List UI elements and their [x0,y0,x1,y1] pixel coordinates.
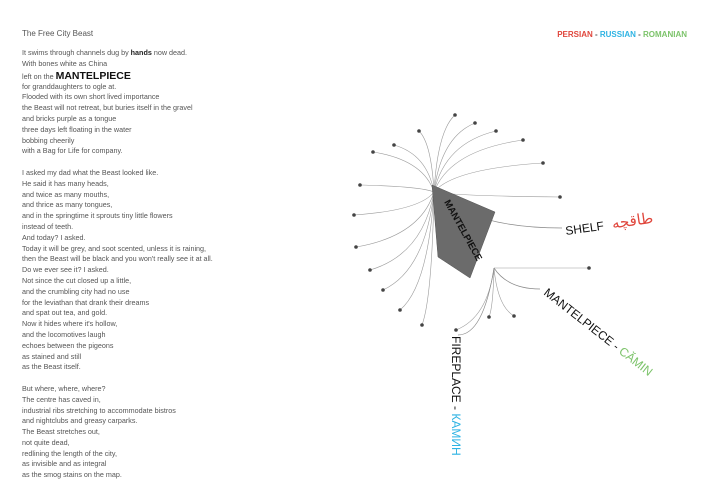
central-label: MANTELPIECE [441,198,485,264]
line-text: as invisible and as integral [22,459,107,469]
spoke-endpoint [541,161,545,165]
spoke-endpoint [371,150,375,154]
line-text: the Beast will not retreat, but buries itself in the gravel [22,103,193,113]
line-text: The Beast stretches out, [22,427,100,437]
diagram-spoke [434,131,496,192]
spoke-endpoint [494,129,498,133]
diagram-spoke [494,268,514,316]
legend-separator: - [635,30,643,39]
diagram-spoke [434,163,543,192]
spoke-endpoint [454,328,458,332]
spoke-endpoint [417,129,421,133]
line-text: The centre has caved in, [22,394,101,404]
line-text: Not since the cut closed up a little, [22,275,132,285]
line-text: and thrice as many tongues, [22,200,113,210]
line-text: With bones white as China [22,58,108,68]
line-text: as stained and still [22,351,82,361]
legend-romanian: ROMANIAN [643,30,687,39]
fireplace-en: FIREPLACE - [449,336,463,414]
diagram-main-spoke [458,268,494,335]
diagram-main-spoke [494,268,540,289]
mantelpiece-romanian-label [541,285,656,379]
spoke-endpoint [521,138,525,142]
shelf-fa: طاقچه [610,209,655,233]
line-text: and bricks purple as a tongue [22,113,117,123]
emphasized-word: MANTELPIECE [55,69,131,82]
spoke-endpoint [354,245,358,249]
spoke-endpoint [512,314,516,318]
legend-persian: PERSIAN [557,30,593,39]
line-text: echoes between the pigeons [22,340,114,350]
spoke-endpoint [487,315,491,319]
line-text: And today? I asked. [22,232,86,242]
poem-title: The Free City Beast [22,29,94,38]
spoke-endpoint [453,113,457,117]
line-text: and spat out tea, and gold. [22,308,108,318]
line-text: as the smog stains on the map. [22,470,122,480]
line-text: and in the springtime it sprouts tiny little flowers [22,211,173,221]
line-text: redlining the length of the city, [22,448,117,458]
line-text: and the locomotives laugh [22,329,106,339]
line-text: then the Beast will be black and you won't really see it at all. [22,254,213,264]
line-text: Do we ever see it? I asked. [22,265,109,275]
emphasized-word: hands [130,48,152,57]
line-text: Today it will be grey, and soot scented, unless it is raining, [22,243,207,253]
spoke-endpoint [368,268,372,272]
line-text: now dead. [151,48,188,57]
line-text: and twice as many mouths, [22,189,110,199]
diagram-spoke [394,145,434,192]
line-text: I asked my dad what the Beast looked like. [22,167,159,177]
spoke-endpoint [587,266,591,270]
diagram-spoke [400,192,434,310]
line-text: But where, where, where? [22,383,106,393]
spoke-endpoint [473,121,477,125]
mantelpiece-en: MANTELPIECE - [541,285,625,356]
spoke-endpoint [392,143,396,147]
legend-russian: RUSSIAN [599,30,636,39]
line-text: for the leviathan that drank their dreams [22,297,150,307]
line-text: It swims through channels dug by [22,48,131,57]
line-text: three days left floating in the water [22,124,132,134]
spoke-endpoint [352,213,356,217]
diagram-spoke [354,192,434,215]
mantelpiece-ro: CĂMIN [616,344,656,379]
fireplace-russian-label [449,336,463,456]
diagram-spoke [489,268,494,317]
line-text: and the crumbling city had no use [22,286,130,296]
shelf-en: SHELF [564,218,605,238]
line-text: as the Beast itself. [22,362,81,372]
diagram-spoke [456,268,494,330]
line-text: bobbing cheerily [22,135,75,145]
fireplace-ru: КАМИН [449,413,463,456]
diagram-spoke [370,192,434,270]
spoke-endpoint [381,288,385,292]
line-text: instead of teeth. [22,221,74,231]
spoke-endpoint [358,183,362,187]
line-text: Now it hides where it's hollow, [22,319,118,329]
legend-separator: - [592,30,600,39]
line-text: Flooded with its own short lived importance [22,92,160,102]
line-text: not quite dead, [22,437,70,447]
line-text: for granddaughters to ogle at. [22,81,117,91]
line-text: with a Bag for Life for company. [22,146,123,156]
line-text: He said it has many heads, [22,178,109,188]
diagram-spoke [360,185,434,192]
line-text: left on the [22,71,56,81]
shelf-label [564,210,654,239]
diagram-spoke [356,192,434,247]
diagram-spoke [434,123,475,192]
spoke-endpoint [398,308,402,312]
line-text: and nightclubs and greasy carparks. [22,416,138,426]
spoke-endpoint [558,195,562,199]
line-text: industrial ribs stretching to accommodate bistros [22,405,176,415]
spoke-endpoint [420,323,424,327]
